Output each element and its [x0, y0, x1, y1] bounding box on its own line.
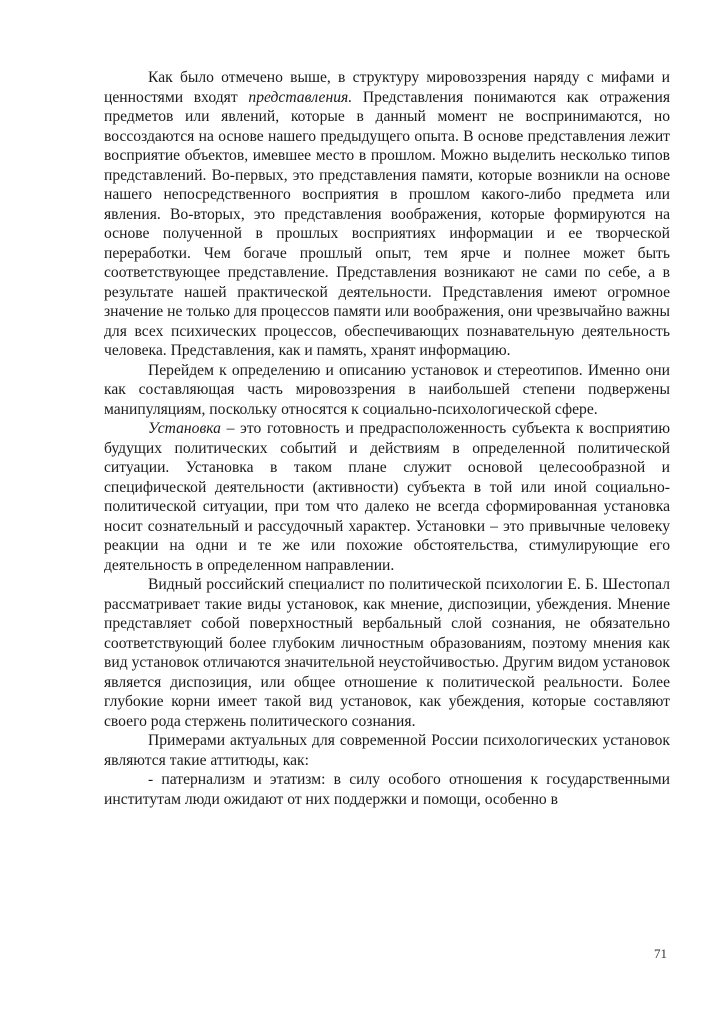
paragraph-representations	[104, 68, 670, 361]
paragraph-attitude-definition	[104, 419, 670, 575]
paragraph-text: Видный российский специалист по политической психологии Е. Б. Шестопал рассматривает такие виды установок, как мнение, диспозиции, убеждения. Мнение представляет собой поверхностный вербальный слой сознания, не обязательно соответствующий более глубоким личностным образованиям, поэтому мнения как вид установок отличаются значительной неустойчивостью. Другим видом установок является диспозиция, или общее отношение к политической реальности. Более глубокие корни имеет такой вид установок, как убеждения, которые составляют своего рода стержень политического сознания.	[104, 576, 670, 730]
page-number: 71	[654, 946, 667, 961]
term-representations: представления.	[248, 88, 353, 106]
paragraph-attitudes-intro	[104, 361, 670, 420]
paragraph-text: Примерами актуальных для современной России психологических установок являются такие аттитюды, как:	[104, 732, 670, 769]
paragraph-text: Как было отмечено выше, в структуру мировоззрения наряду с мифами и ценностями входят	[104, 69, 670, 106]
paragraph-shestopal	[104, 575, 670, 731]
paragraph-text: Перейдем к определению и описанию установок и стереотипов. Именно они как составляющая часть мировоззрения в наибольшей степени подвержены манипуляциям, поскольку относятся к социально-психологической сфере.	[104, 361, 670, 418]
paragraph-paternalism	[104, 770, 670, 809]
paragraph-text: Представления понимаются как отражения предметов или явлений, которые в данный момент не воспринимаются, но воссоздаются на основе нашего предыдущего опыта. В основе представления лежит восприятие объектов, имевшее место в прошлом. Можно выделить несколько типов представлений. Во-первых, это представления памяти, которые возникли на основе нашего непосредственного восприятия в прошлом какого-либо предмета или явления. Во-вторых, это представления воображения, которые формируются на основе полученной в прошлых восприятиях информации и ее творческой переработки. Чем богаче прошлый опыт, тем ярче и полнее может быть соответствующее представление. Представления возникают не сами по себе, а в результате нашей практической деятельности. Представления имеют огромное значение не только для процессов памяти или воображения, они чрезвычайно важны для всех психических процессов, обеспечивающих познавательную деятельность человека. Представления, как и память, хранят информацию.	[104, 88, 670, 359]
paragraph-examples	[104, 731, 670, 770]
paragraph-text: - патернализм и этатизм: в силу особого отношения к государственными институтам люди ожидают от них поддержки и помощи, особенно в	[104, 771, 670, 808]
page-body	[104, 68, 670, 809]
term-attitude: Установка	[148, 420, 221, 437]
paragraph-text: – это готовность и предрасположенность субъекта к восприятию будущих политических событий и действиям в определенной политической ситуации. Установка в таком плане служит основой целесообразной и специфической деятельности (активности) субъекта в той или иной социально-политической ситуации, при том что далеко не всегда сформированная установка носит сознательный и рассудочный характер. Установки – это привычные человеку реакции на одни и те же или похожие обстоятельства, стимулирующие его деятельность в определенном направлении.	[104, 420, 670, 574]
